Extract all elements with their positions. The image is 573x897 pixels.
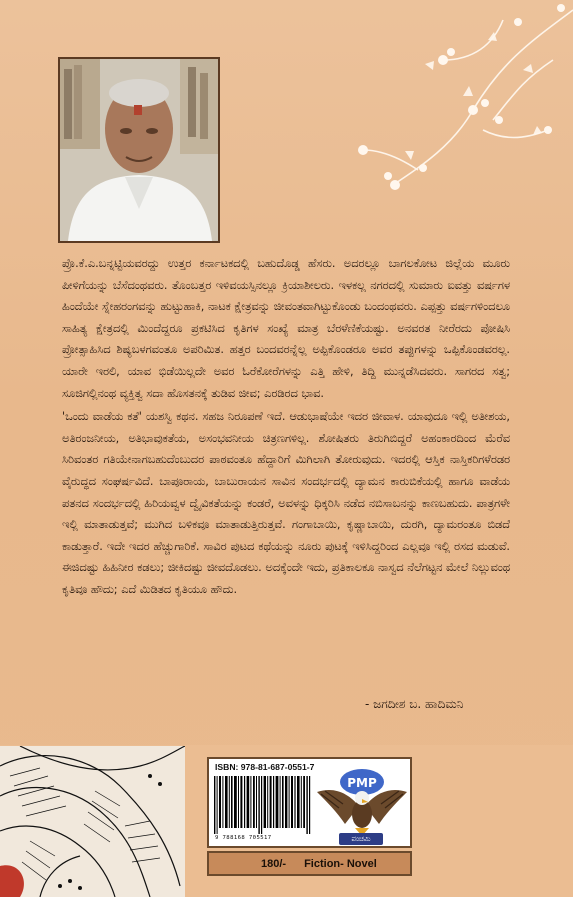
flower-vine-decoration (323, 0, 573, 200)
publisher-name-label: ಪಂಚಮಿ (339, 833, 383, 845)
isbn-barcode-box (207, 757, 412, 848)
price-genre-bar (207, 851, 412, 876)
svg-text:PMP: PMP (347, 776, 377, 790)
blurb-paragraph: ಪ್ರೊ.ಕೆ.ಎ.ಬನ್ನಟ್ಟಿಯವರದ್ದು ಉತ್ತರ ಕರ್ನಾಟಕದಲ್ಲಿ ಬಹುದೊಡ್ಡ ಹೆಸರು. ಅದರಲ್ಲೂ ಬಾಗಲಕೋಟ ಜಿಲ್ಲೆಯ ಮೂರು ಪೀಳಿಗೆಯನ್ನು ಬೆಸೆದಂಥವರು. ತೊಂಬತ್ತರ ಇಳಿವಯಸ್ಸಿನಲ್ಲೂ ಕ್ರಿಯಾಶೀಲರು. ಇಳಕಲ್ಲ ನಗರದಲ್ಲಿ ಸುಮಾರು ಐವತ್ತು ವರ್ಷಗಳ ಹಿಂದೆಯೇ ಸ್ನೇಹರಂಗವನ್ನು ಹುಟ್ಟುಹಾಕಿ, ನಾಟಕ ಕ್ಷೇತ್ರವನ್ನು ಜೀವಂತವಾಗಿಟ್ಟುಕೊಂಡು ಬಂದಂಥವರು. ಎಪ್ಪತ್ತು ವರ್ಷಗಳಿಂದಲೂ ಸಾಹಿತ್ಯ ಕ್ಷೇತ್ರದಲ್ಲಿ ಮಿಂದೆದ್ದರೂ ಪ್ರಕಟಿಸಿದ ಕೃತಿಗಳ ಸಂಖ್ಯೆ ಮಾತ್ರ ಬೆರಳೆಣಿಕೆಯಷ್ಟು. ಅನವರತ ನೀರೆರದು ಪೋಷಿಸಿ ಪ್ರೋತ್ಸಾಹಿಸಿದ ಶಿಷ್ಯಬಳಗವಂತೂ ಅಪರಿಮಿತ. ಹತ್ತರ ಬಂದವರನ್ನೆಲ್ಲ ಅಪ್ಪಿಕೊಂಡರೂ ಅವರ ತಪ್ಪುಗಳನ್ನು ಒಪ್ಪಿಕೊಂಡವರಲ್ಲ. ಯಾರೇ ಇರಲಿ, ಯಾವ ಭಿಡೆಯಿಲ್ಲದೇ ಅವರ ಓರೆಕೋರೆಗಳನ್ನು ಎತ್ತಿ ಹೇಳಿ, ತಿದ್ದಿ ಮುನ್ನಡೆಸಿದವರು. ಸಾಗರದ ಸತ್ವ; ಸೂಜಿಗಲ್ಲಿನಂಥ ವ್ಯಕ್ತಿತ್ವ ಸದಾ ಹೊಸತನಕ್ಕೆ ತುಡಿವ ಜೀವ; ಎರಡಿರದ ಭಾವ. (62, 257, 510, 400)
genre: Fiction- Novel (304, 857, 377, 870)
price: 180/- (261, 857, 287, 870)
blurb-paragraph: 'ಒಂದು ವಾಡೆಯ ಕತೆ' ಯಶಸ್ವಿ ಕಥನ. ಸಹಜ ನಿರೂಪಣೆ ಇದೆ. ಆಡುಭಾಷೆಯೇ ಇದರ ಜೀವಾಳ. ಯಾವುದೂ ಇಲ್ಲಿ ಅತೀಶಯ, ಅತಿರಂಜನೀಯ, ಅತಿಭಾವುಕತೆಯ, ಅಸಂಭವನೀಯ ಚಿತ್ರಣಗಳಿಲ್ಲ. ಶೋಷಿತರು ತಿರುಗಿಬಿದ್ದರೆ ಅಹಂಕಾರದಿಂದ ಮೆರೆವ ಸಿರಿವಂತರ ಗತಿಯೇನಾಗಬಹುದೆಂಬುದರ ಪಾಠವಂತೂ ಹೆದ್ದಾರಿಗೆ ಮಿಗಿಲಾಗಿ ತೋರುವುದು. ಇದರಲ್ಲಿ ಆಸ್ತಿಕ ನಾಸ್ತಿಕರಿಗಳೆರಡರ ವೈರುದ್ಧದ ಸಂಘರ್ಷವಿದೆ. ಬಾಪೂರಾಯ, ಬಾಬುರಾಯನ ಸಾವಿನ ಸಂದರ್ಭದಲ್ಲಿ ದ್ಯಾಮನ ಕಾರುಬಿಕೆಯಲ್ಲಿ ಹಾಗೂ ವಾಡೆಯ ಪತನದ ಸಂದರ್ಭದಲ್ಲಿ ಹಿರಿಯವ್ವಳ ದ್ವೈವಿಕತೆಯನ್ನು ಕಂಡರೆ, ಅವಳನ್ನು ಧಿಕ್ಕರಿಸಿ ನಡೆದ ನಬಿಸಾಬನನ್ನು ಕಾಣಬಹುದು. ಪಾತ್ರಗಳೇ ಇಲ್ಲಿ ಮಾತಾಡುತ್ತವೆ; ಮುಗಿದ ಬಳಿಕವೂ ಮಾತಾಡುತ್ತಿರುತ್ತವೆ. ಗಂಗಾಬಾಯಿ, ಕೃಷ್ಣಾಬಾಯಿ, ದುರಗಿ, ದ್ಯಾಮರಂತೂ ಬಿಡದೆ ಕಾಡುತ್ತಾರೆ. ಇದೇ ಇದರ ಹೆಚ್ಚುಗಾರಿಕೆ. ಸಾವಿರ ಪುಟದ ಕಥೆಯನ್ನು ನೂರು ಪುಟಕ್ಕೆ ಇಳಿಸಿದ್ದರಿಂದ ಎಲ್ಲವೂ ಇಲ್ಲಿ ರಸದ ಮಡುವೆ. ಈಜಿದಷ್ಟು ಹಿಹಿನೀರ ಕಡಲು; ಜೀಕಿದಷ್ಟು ಜೀವದೊಡಲು. ಅದಕ್ಕೆಂದೇ ಇದು, ಪ್ರತಿಕಾಲಕೂ ನಾಸ್ವದ ನೆಲೆಗಟ್ಟನ ಮೇಲೆ ನಿಲ್ಲುವಂಥ ಕೃತಿವೂ ಹೌದು; ಎದೆ ಮಿಡಿತದ ಕೃತಿಯೂ ಹೌದು. (62, 410, 510, 596)
blurb-text (62, 253, 510, 716)
publisher-eagle-logo-icon (315, 764, 409, 844)
zentangle-decoration (0, 746, 185, 897)
author-portrait-icon (60, 59, 218, 241)
isbn-number: ISBN: 978-81-687-0551-7 (215, 762, 315, 772)
barcode-icon (214, 776, 312, 834)
author-signature: - ಜಗದೀಶ ಬ. ಹಾದಿಮನಿ (365, 697, 464, 711)
barcode-digits: 9 788168 705517 (215, 835, 272, 841)
author-photo (58, 57, 220, 243)
